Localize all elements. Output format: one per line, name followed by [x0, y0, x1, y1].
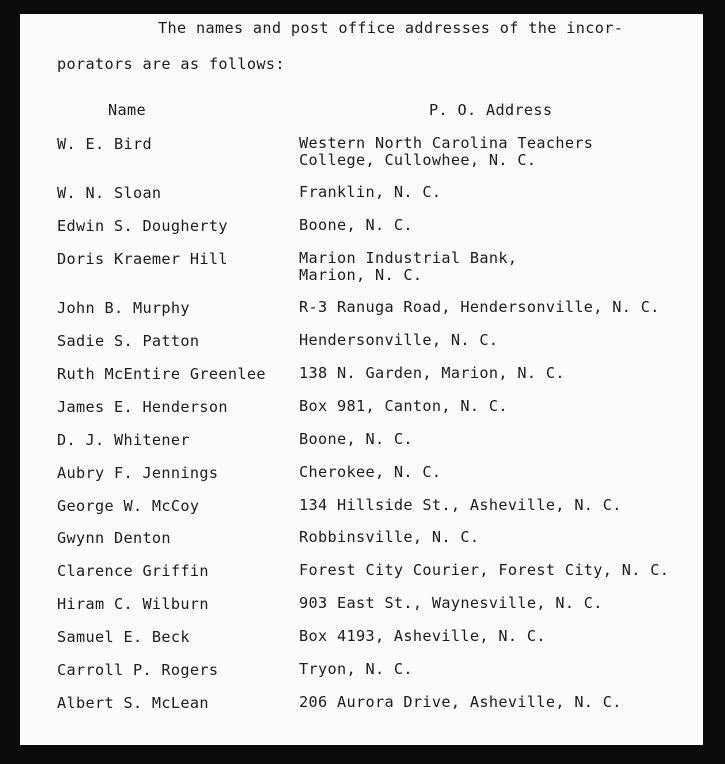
intro-text-line-1: The names and post office addresses of the incor- [158, 19, 624, 37]
incorporator-name: Hiram C. Wilburn [57, 595, 209, 613]
incorporator-address: Robbinsville, N. C. [299, 528, 480, 546]
incorporator-name: Ruth McEntire Greenlee [57, 365, 266, 383]
incorporator-address: 134 Hillside St., Asheville, N. C. [299, 496, 622, 514]
incorporator-address: Boone, N. C. [299, 216, 413, 234]
incorporator-address: 903 East St., Waynesville, N. C. [299, 594, 603, 612]
incorporator-name: George W. McCoy [57, 497, 200, 515]
incorporator-name: John B. Murphy [57, 299, 190, 317]
incorporator-address: Cherokee, N. C. [299, 463, 442, 481]
incorporator-address: Box 4193, Asheville, N. C. [299, 627, 546, 645]
incorporator-name: Edwin S. Dougherty [57, 217, 228, 235]
incorporator-name: James E. Henderson [57, 398, 228, 416]
incorporator-name: Sadie S. Patton [57, 332, 200, 350]
incorporator-address: Franklin, N. C. [299, 183, 442, 201]
incorporator-address: 138 N. Garden, Marion, N. C. [299, 364, 565, 382]
incorporator-address: Forest City Courier, Forest City, N. C. [299, 561, 670, 579]
intro-text-line-2: porators are as follows: [57, 55, 285, 73]
incorporator-name: Clarence Griffin [57, 562, 209, 580]
incorporator-address: 206 Aurora Drive, Asheville, N. C. [299, 693, 622, 711]
incorporator-name: Albert S. McLean [57, 694, 209, 712]
incorporator-address: Tryon, N. C. [299, 660, 413, 678]
incorporator-address: R-3 Ranuga Road, Hendersonville, N. C. [299, 298, 660, 316]
document-page [20, 14, 703, 745]
incorporator-address: Western North Carolina Teachers College, Cullowhee, N. C. [299, 134, 594, 169]
incorporator-name: Doris Kraemer Hill [57, 250, 228, 268]
name-column-header: Name [108, 101, 146, 119]
incorporator-name: W. E. Bird [57, 135, 152, 153]
incorporator-address: Hendersonville, N. C. [299, 331, 499, 349]
incorporator-name: Gwynn Denton [57, 529, 171, 547]
address-column-header: P. O. Address [429, 101, 553, 119]
incorporator-name: D. J. Whitener [57, 431, 190, 449]
incorporator-address: Box 981, Canton, N. C. [299, 397, 508, 415]
incorporator-name: Aubry F. Jennings [57, 464, 219, 482]
incorporator-address: Boone, N. C. [299, 430, 413, 448]
incorporator-name: W. N. Sloan [57, 184, 162, 202]
incorporator-name: Carroll P. Rogers [57, 661, 219, 679]
incorporator-name: Samuel E. Beck [57, 628, 190, 646]
incorporator-address: Marion Industrial Bank, Marion, N. C. [299, 249, 518, 284]
